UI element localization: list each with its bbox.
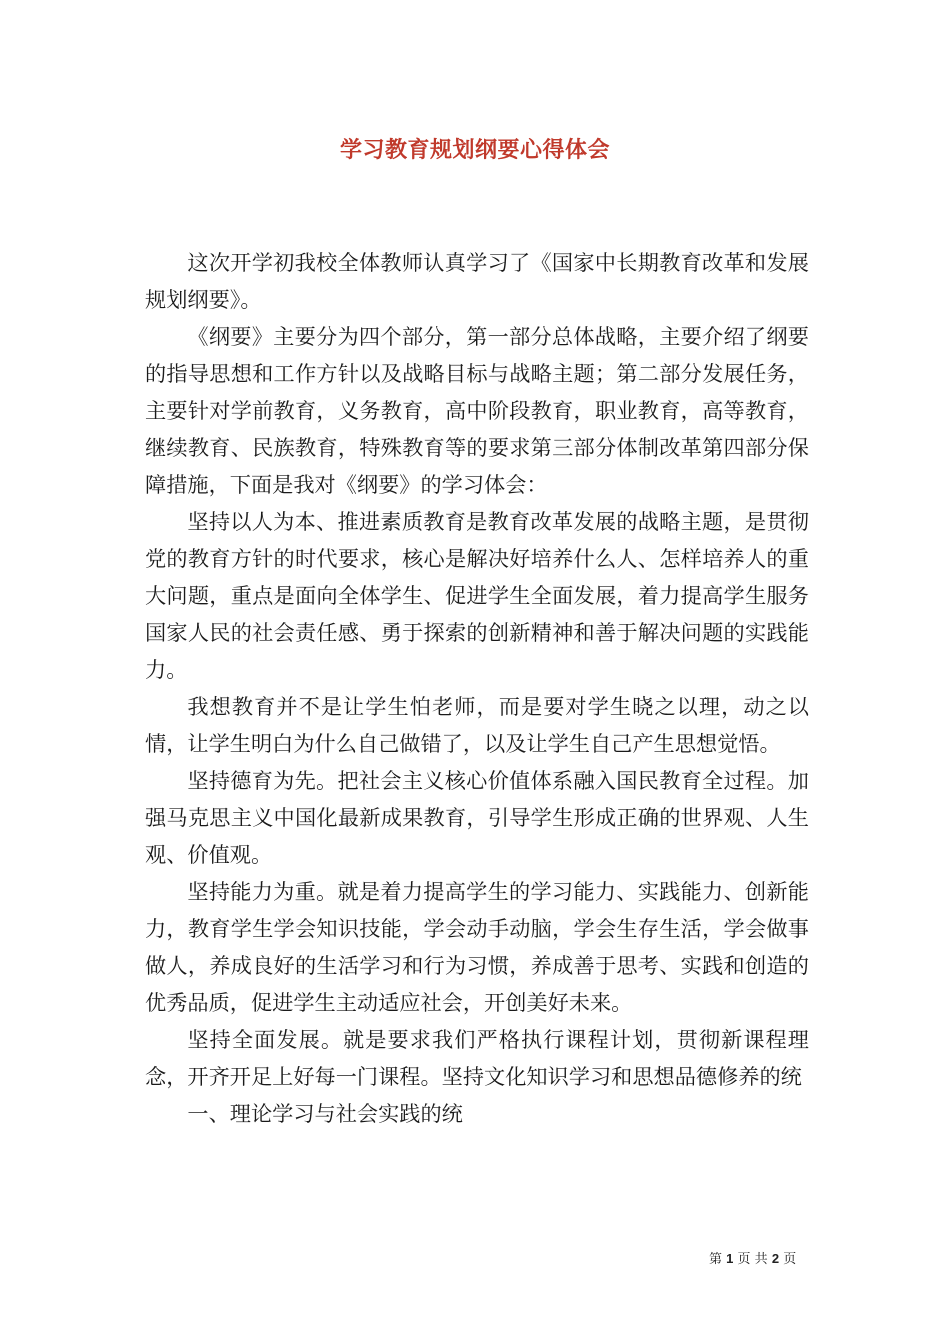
document-body bbox=[145, 244, 809, 1132]
paragraph: 坚持全面发展。就是要求我们严格执行课程计划，贯彻新课程理念，开齐开足上好每一门课程。坚持文化知识学习和思想品德修养的统 bbox=[145, 1027, 809, 1089]
paragraph: 这次开学初我校全体教师认真学习了《国家中长期教育改革和发展规划纲要》。 bbox=[145, 250, 809, 312]
paragraph: 《纲要》主要分为四个部分，第一部分总体战略，主要介绍了纲要的指导思想和工作方针以及战略目标与战略主题；第二部分发展任务，主要针对学前教育，义务教育，高中阶段教育，职业教育，高等教育，继续教育、民族教育，特殊教育等的要求第三部分体制改革第四部分保障措施，下面是我对《纲要》的学习体会： bbox=[145, 324, 809, 497]
footer-suffix: 页 bbox=[783, 1252, 797, 1267]
paragraph: 坚持以人为本、推进素质教育是教育改革发展的战略主题，是贯彻党的教育方针的时代要求，核心是解决好培养什么人、怎样培养人的重大问题，重点是面向全体学生、促进学生全面发展，着力提高学生服务国家人民的社会责任感、勇于探索的创新精神和善于解决问题的实践能力。 bbox=[145, 509, 809, 682]
paragraph: 坚持德育为先。把社会主义核心价值体系融入国民教育全过程。加强马克思主义中国化最新成果教育，引导学生形成正确的世界观、人生观、价值观。 bbox=[145, 768, 809, 867]
paragraph: 坚持能力为重。就是着力提高学生的学习能力、实践能力、创新能力，教育学生学会知识技能，学会动手动脑，学会生存生活，学会做事做人，养成良好的生活学习和行为习惯，养成善于思考、实践和创造的优秀品质，促进学生主动适应社会，开创美好未来。 bbox=[145, 879, 809, 1015]
paragraph: 我想教育并不是让学生怕老师，而是要对学生晓之以理，动之以情，让学生明白为什么自己做错了，以及让学生自己产生思想觉悟。 bbox=[145, 694, 809, 756]
footer-middle: 页 共 bbox=[737, 1252, 768, 1267]
paragraph: 一、理论学习与社会实践的统 bbox=[187, 1101, 463, 1126]
current-page-number: 1 bbox=[726, 1251, 734, 1266]
page-number-footer bbox=[709, 1248, 796, 1267]
total-pages-number: 2 bbox=[771, 1251, 780, 1266]
footer-prefix: 第 bbox=[709, 1252, 723, 1267]
document-title: 学习教育规划纲要心得体会 bbox=[339, 137, 610, 163]
